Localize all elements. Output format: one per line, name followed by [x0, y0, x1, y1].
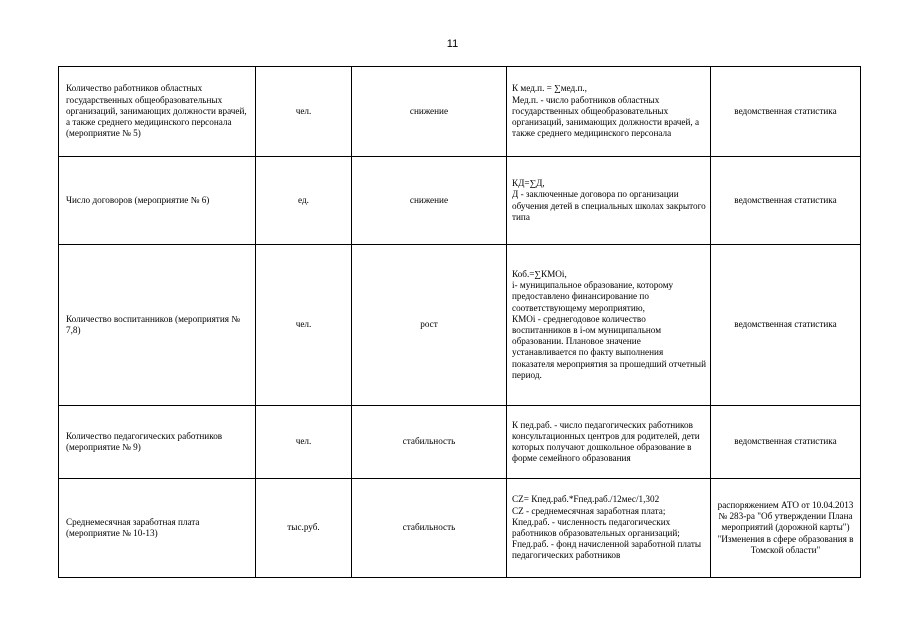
indicator-cell: Среднемесячная заработная плата (мероприятие № 10-13): [59, 479, 256, 578]
calculation-description: i- муниципальное образование, которому предоставлено финансирование по соответствующему мероприятию,: [512, 280, 674, 313]
source-cell: ведомственная статистика: [711, 245, 861, 406]
trend-cell: стабильность: [352, 406, 507, 479]
calculation-description: Д - заключенные договора по организации обучения детей в специальных школах закрытого типа: [512, 189, 706, 222]
calculation-cell: [507, 479, 711, 578]
calculation-cell: [507, 245, 711, 406]
source-cell: ведомственная статистика: [711, 406, 861, 479]
indicator-cell: Количество работников областных государственных общеобразовательных организаций, занимающих должности врачей, а также среднего медицинского персонала (мероприятие № 5): [59, 67, 256, 157]
calculation-formula: CZ= Кпед.раб.*Fпед.раб./12мес/1,302: [512, 494, 660, 505]
calculation-description: К пед.раб. - число педагогических работников консультационных центров для родителей, дети которых получают дошкольное образование в форме семейного образования: [512, 419, 700, 464]
unit-cell: чел.: [256, 406, 352, 479]
table-row: [59, 157, 861, 245]
trend-cell: рост: [352, 245, 507, 406]
calculation-formula: КД=∑Д,: [512, 178, 545, 189]
source-cell: ведомственная статистика: [711, 157, 861, 245]
calculation-description: Fпед.раб. - фонд начисленной заработной платы педагогических работников: [512, 539, 702, 561]
indicators-table: [58, 66, 861, 578]
trend-cell: снижение: [352, 157, 507, 245]
page-number: 11: [446, 38, 459, 50]
unit-cell: ед.: [256, 157, 352, 245]
table-row: [59, 245, 861, 406]
source-cell: распоряжением АТО от 10.04.2013 № 283-ра "Об утверждении Плана мероприятий (дорожной карты") "Изменения в сфере образования в Томской области": [711, 479, 861, 578]
unit-cell: тыс.руб.: [256, 479, 352, 578]
unit-cell: чел.: [256, 67, 352, 157]
trend-cell: снижение: [352, 67, 507, 157]
trend-cell: стабильность: [352, 479, 507, 578]
calculation-description: КМОi - среднегодовое количество воспитанников в i-ом муниципальном образовании. Плановое значение устанавливается по факту выполнения показателя мероприятия за прошедший отчетный период.: [512, 313, 706, 380]
indicator-cell: Число договоров (мероприятие № 6): [59, 157, 256, 245]
calculation-cell: [507, 406, 711, 479]
calculation-formula: Коб.=∑КМОi,: [512, 268, 567, 279]
unit-cell: чел.: [256, 245, 352, 406]
calculation-cell: [507, 67, 711, 157]
source-cell: ведомственная статистика: [711, 67, 861, 157]
table-row: [59, 67, 861, 157]
calculation-description: Кпед.раб. - численность педагогических работников образовательных организаций;: [512, 516, 680, 538]
table-row: [59, 406, 861, 479]
table-row: [59, 479, 861, 578]
calculation-description: CZ - среднемесячная заработная плата;: [512, 505, 666, 516]
indicator-cell: Количество воспитанников (мероприятия № 7,8): [59, 245, 256, 406]
calculation-cell: [507, 157, 711, 245]
calculation-formula: К мед.п. = ∑мед.п.,: [512, 83, 587, 94]
calculation-description: Мед.п. - число работников областных государственных общеобразовательных организаций, занимающих должности врачей, а также среднего медицинского персонала: [512, 94, 700, 139]
indicator-cell: Количество педагогических работников (мероприятие № 9): [59, 406, 256, 479]
